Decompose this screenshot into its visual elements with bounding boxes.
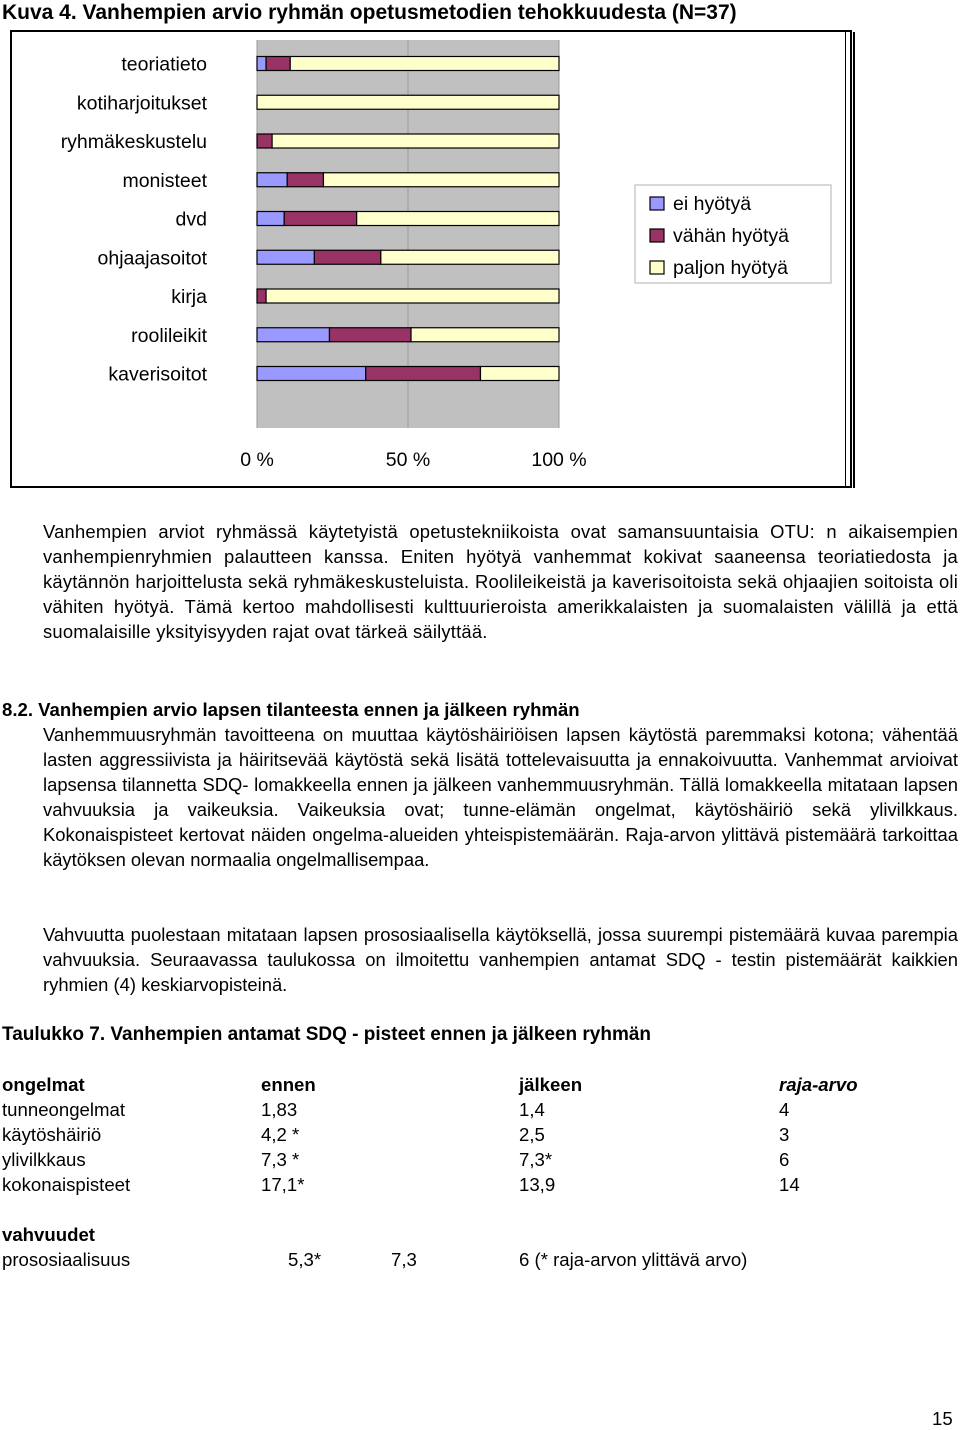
table-cell: 5,3*: [288, 1249, 322, 1270]
table-row: [2, 1122, 902, 1147]
paragraph-strengths-description: Vahvuutta puolestaan mitataan lapsen prososiaalisella käytöksellä, jossa suurempi pistemäärä kuvaa parempia vahvuuksia. Seuraavassa taulukossa on ilmoitettu vanhempien antamat SDQ - testin pistemäärät kaikkien ryhmien (4) keskiarvopisteinä.: [43, 924, 958, 995]
bar-segment: [257, 250, 314, 264]
legend-swatch: [650, 197, 664, 210]
category-label: ohjaajasoitot: [97, 247, 207, 270]
table-cell: prososiaalisuus: [2, 1249, 131, 1270]
table-cell: ylivilkkaus: [2, 1149, 86, 1170]
bar-segment: [329, 328, 411, 342]
table-header-row: [2, 1072, 902, 1097]
header-cell: raja-arvo: [779, 1074, 858, 1095]
header-cell: ongelmat: [2, 1074, 85, 1095]
table-title: Taulukko 7. Vanhempien antamat SDQ - pisteet ennen ja jälkeen ryhmän: [2, 1024, 652, 1045]
strengths-heading-row: [2, 1222, 902, 1247]
header-cell: jälkeen: [519, 1074, 583, 1095]
header-cell: ennen: [261, 1074, 316, 1095]
bar-segment: [257, 134, 272, 148]
strengths-heading: vahvuudet: [2, 1224, 95, 1245]
paragraph-method-evaluation: Vanhempien arviot ryhmässä käytetyistä opetustekniikoista ovat samansuuntaisia OTU: n aikaisempien vanhempienryhmien palautteen kanssa. Eniten hyötyä vanhemmat kokivat saaneensa teoriatiedosta ja käytännön harjoittelusta sekä ryhmäkeskusteluista. Roolileikeistä ja kaverisoitoista sekä ohjaajien soitoista oli vähiten hyötyä. Tämä kertoo mahdollisesti kulttuurieroista amerikkalaisten ja suomalaisten välillä ja että suomalaisille yksityisyyden rajat ovat tärkeä säilyttää.: [43, 521, 958, 642]
bar-segment: [480, 367, 559, 381]
bar-segment: [366, 367, 481, 381]
paragraph-sdq-description: Vanhemmuusryhmän tavoitteena on muuttaa käytöshäiriöisen lapsen käytöstä paremmaksi kotona; vähentää lasten aggressiivista ja häiritsevää käytöstä sekä lisätä tottelevaisuutta ja ennakoivuutta. Vanhemmat arvioivat lapsensa tilannetta SDQ- lomakkeella ennen ja jälkeen vanhemmuusryhmän. Tällä lomakkeella mitataan lapsen vahvuuksia ja vaikeuksia. Vaikeuksia ovat; tunne-elämän ongelmat, käytöshäiriö sekä ylivilkkaus. Kokonaispisteet kertovat näiden ongelma-alueiden yhteispistemäärän. Raja-arvon ylittävä pistemäärä tarkoittaa käytöksen olevan normaalia ongelmallisempaa.: [43, 724, 958, 870]
legend-label: ei hyötyä: [673, 193, 752, 215]
table-cell: 7,3*: [519, 1149, 553, 1170]
bar-segment: [257, 173, 287, 187]
table-cell: 3: [779, 1124, 790, 1145]
table-cell: 6: [779, 1149, 790, 1170]
table-row: [2, 1172, 902, 1197]
bar-segment: [411, 328, 559, 342]
table-cell: 14: [779, 1174, 800, 1195]
category-label: roolileikit: [131, 324, 207, 347]
x-tick-label: 50 %: [385, 449, 431, 471]
bar-segment: [323, 173, 559, 187]
bar-segment: [357, 212, 559, 226]
table-cell: 4: [779, 1099, 790, 1120]
category-label: dvd: [175, 208, 207, 231]
bar-segment: [257, 328, 329, 342]
bar-segment: [284, 212, 356, 226]
bar-segment: [257, 212, 284, 226]
figure-caption: Kuva 4. Vanhempien arvio ryhmän opetusmetodien tehokkuudesta (N=37): [2, 1, 737, 24]
legend-swatch: [650, 261, 664, 274]
bar-segment: [257, 95, 559, 109]
table-cell: 2,5: [519, 1124, 545, 1145]
table-cell: 7,3: [391, 1249, 417, 1270]
category-label: teoriatieto: [121, 53, 207, 76]
strengths-table: [2, 1222, 902, 1272]
method-effectiveness-chart: [0, 0, 960, 500]
category-label: monisteet: [122, 169, 207, 192]
table-cell: 17,1*: [261, 1174, 305, 1195]
table-cell: 4,2 *: [261, 1124, 300, 1145]
legend-label: paljon hyötyä: [673, 257, 788, 279]
legend-label: vähän hyötyä: [673, 225, 790, 247]
category-label: kirja: [171, 286, 207, 308]
table-row: [2, 1247, 902, 1272]
category-label: ryhmäkeskustelu: [60, 131, 207, 153]
table-cell: 13,9: [519, 1174, 556, 1195]
category-label: kaverisoitot: [108, 363, 207, 386]
bar-segment: [257, 289, 266, 303]
table-cell: käytöshäiriö: [2, 1124, 102, 1145]
sdq-table: [2, 1072, 902, 1197]
table-cell: 1,4: [519, 1099, 545, 1120]
section-heading: 8.2. Vanhempien arvio lapsen tilanteesta ennen ja jälkeen ryhmän: [2, 699, 580, 720]
table-cell: 1,83: [261, 1099, 298, 1120]
table-cell: tunneongelmat: [2, 1099, 126, 1120]
bar-segment: [381, 250, 559, 264]
bar-segment: [257, 367, 366, 381]
table-cell: 7,3 *: [261, 1149, 300, 1170]
table-row: [2, 1147, 902, 1172]
x-tick-label: 0 %: [240, 449, 274, 471]
bar-segment: [266, 289, 559, 303]
bar-segment: [257, 57, 266, 71]
table-row: [2, 1097, 902, 1122]
page-number: 15: [932, 1408, 953, 1429]
bar-segment: [272, 134, 559, 148]
bar-segment: [290, 57, 559, 71]
table-cell: 6 (* raja-arvon ylittävä arvo): [519, 1249, 748, 1270]
x-tick-label: 100 %: [531, 449, 587, 471]
category-label: kotiharjoitukset: [76, 92, 207, 115]
legend-swatch: [650, 229, 664, 242]
bar-segment: [314, 250, 380, 264]
bar-segment: [266, 57, 290, 71]
bar-segment: [287, 173, 323, 187]
table-cell: kokonaispisteet: [2, 1174, 131, 1195]
